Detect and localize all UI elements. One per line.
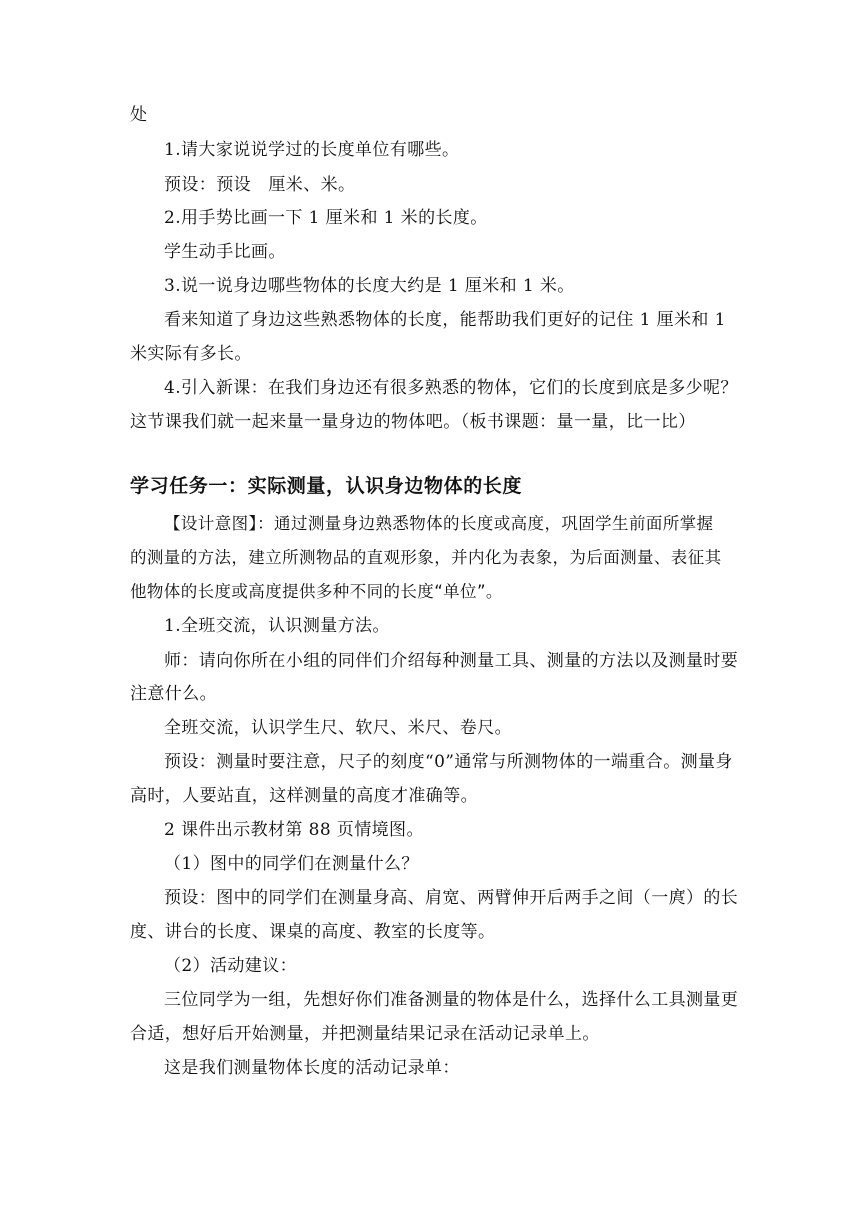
text-line: （1）图中的同学们在测量什么？ xyxy=(164,854,419,874)
text-line: 处 xyxy=(130,105,148,125)
section-heading: 学习任务一：实际测量，认识身边物体的长度 xyxy=(130,475,523,497)
text-line: 学生动手比画。 xyxy=(164,242,286,262)
text-line: 2.用手势比画一下 1 厘米和 1 米的长度。 xyxy=(164,208,488,228)
text-line: 米实际有多长。 xyxy=(130,344,252,364)
text-line: 看来知道了身边这些熟悉物体的长度，能帮助我们更好的记住 1 厘米和 1 xyxy=(164,310,726,330)
design-intent-line: 【设计意图】：通过测量身边熟悉物体的长度或高度，巩固学生前面所掌握 xyxy=(164,514,714,533)
text-line: 3.说一说身边哪些物体的长度大约是 1 厘米和 1 米。 xyxy=(164,276,575,296)
text-line: 注意什么。 xyxy=(130,684,217,704)
text-line: 这节课我们就一起来量一量身边的物体吧。（板书课题：量一量，比一比） xyxy=(130,412,696,432)
text-line: 这是我们测量物体长度的活动记录单： xyxy=(164,1058,460,1078)
design-intent-line: 的测量的方法，建立所测物品的直观形象，并内化为表象，为后面测量、表征其 xyxy=(130,548,722,567)
text-line: 1.全班交流，认识测量方法。 xyxy=(164,616,390,636)
text-line: 合适，想好后开始测量，并把测量结果记录在活动记录单上。 xyxy=(130,1024,600,1044)
text-line: 2 课件出示教材第 88 页情境图。 xyxy=(164,820,424,840)
text-line: 度、讲台的长度、课桌的高度、教室的长度等。 xyxy=(130,922,496,942)
text-line: 预设：测量时要注意，尺子的刻度“0”通常与所测物体的一端重合。测量身 xyxy=(164,752,733,772)
text-line: 4.引入新课：在我们身边还有很多熟悉的物体，它们的长度到底是多少呢？ xyxy=(164,378,738,398)
text-line: 预设：预设 厘米、米。 xyxy=(164,175,356,195)
text-line: 预设：图中的同学们在测量身高、肩宽、两臂伸开后两手之间（一庹）的长 xyxy=(164,888,739,908)
text-line: 1.请大家说说学过的长度单位有哪些。 xyxy=(164,140,460,160)
text-line: 师：请向你所在小组的同伴们介绍每种测量工具、测量的方法以及测量时要 xyxy=(164,651,739,671)
text-line: 高时，人要站直，这样测量的高度才准确等。 xyxy=(130,786,478,806)
text-line: （2）活动建议： xyxy=(164,956,298,976)
text-line: 三位同学为一组，先想好你们准备测量的物体是什么，选择什么工具测量更 xyxy=(164,990,739,1010)
text-line: 全班交流，认识学生尺、软尺、米尺、卷尺。 xyxy=(164,718,512,738)
design-intent-line: 他物体的长度或高度提供多种不同的长度“单位”。 xyxy=(130,582,503,601)
